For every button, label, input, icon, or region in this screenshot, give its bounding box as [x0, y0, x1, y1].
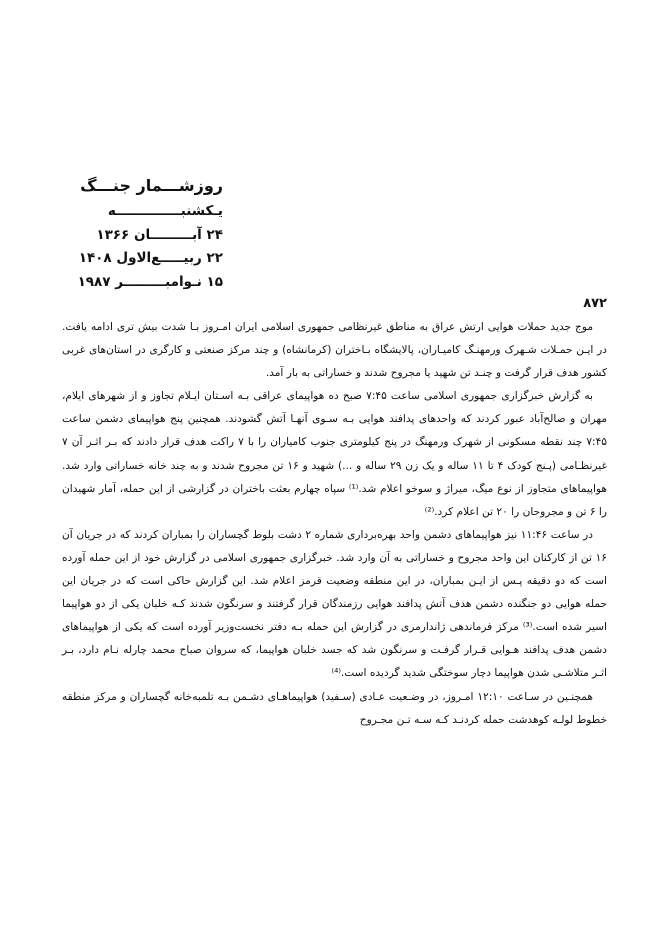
page-title: روزشـــمار جنـــگ — [80, 176, 223, 195]
body-text — [62, 316, 607, 732]
paragraph: به گزارش خبرگزاری جمهوری اسلامی ساعت ۷:۴۵ صبح ده هواپیمای عراقی بـه اسـتان ایـلام تجاوز و از شهرهای ایلام، مهران و صالح‌آباد عبور کردند که واحدهای پدافند هوایی بـه سـوی آنهـا آتش گشودند. همچنین پنج هواپیمای دشمن ساعت ۷:۴۵ چند نقطه مسکونی از شهرک ورمهنگ در پنج کیلومتری جنوب کامیاران را با ۷ راکت هدف قرار دادند که بـر اثـر آن ۷ غیرنظـامی (پـنج کودک ۴ تا ۱۱ ساله و یک زن ۲۹ ساله و ...) شهید و ۱۶ تن مجروح شدند و به چند خانه خساراتی وارد شد. هواپیماهای متجاوز از نوع میگ، میراژ و سوخو اعلام شد.⁽¹⁾ سپاه چهارم بعثت باختران در گزارشی از این حمله، آمار شهیدان را ۶ تن و مجروحان را ۲۰ تن اعلام کرد.⁽²⁾ — [62, 390, 608, 518]
hijri-date: ۲۲ ربیـــــع‌الاول ۱۴۰۸ — [78, 250, 223, 266]
paragraph: همچنـین در سـاعت ۱۲:۱۰ امـروز، در وضـعیت عـادی (سـفید) هواپیماهـای دشـمن بـه تلمبه‌خانه گچساران و مرکز منطقه خطوط لولـه کوهدشت حمله کردنـد کـه سـه تـن مجـروح — [62, 690, 607, 726]
persian-date: ۲۴ آبـــــــــان ۱۳۶۶ — [96, 226, 223, 243]
gregorian-date: ۱۵ نـوامبـــــــــر ۱۹۸۷ — [77, 273, 223, 290]
paragraph: در ساعت ۱۱:۴۶ نیز هواپیماهای دشمن واحد بهره‌برداری شماره ۲ دشت بلوط گچساران را بمباران کردند که در جریان آن ۱۶ تن از کارکنان این واحد مجروح و خساراتی به آن وارد شد. خبرگزاری جمهوری اسلامی در گزارش خود از این حمله آورده است که دو دقیقه پـس از ایـن بمباران، در این منطقه وضعیت قرمز اعلام شد. این گزارش حاکی است که در جریان این حمله هوایی دو جنگنده دشمن هدف آتش پدافند هوایی رزمندگان قرار گرفتند و سرنگون شدند کـه خلبان یکی از دو هواپیما اسیر شده است.⁽³⁾ مرکز فرماندهی ژاندارمری در گزارش این حمله بـه دفتر نخست‌وزیر آورده است که یکی از هواپیماهای دشمن هدف پدافند هـوایی قـرار گرفـت و سرنگون شد که جسد خلبان هواپیما، که سروان صباح محمد چارله نـام دارد، بـر اثـر متلاشـی شدن هواپیما دچار سوختگی شدید گردیده است.⁽⁴⁾ — [62, 528, 607, 680]
entry-number: ۸۷۲ — [583, 296, 607, 311]
date-header — [23, 172, 223, 294]
paragraph: موج جدید حملات هوایی ارتش عراق به مناطق غیرنظامی جمهوری اسلامی ایران امـروز بـا شدت بیش تری ادامه یافت. در ایـن حمـلات شـهرک ورمهنـگ کامیـاران، پالایشگاه بـاختران (کرمانشاه) و چند مرکز صنعتی و کارگری در استان‌های غربی کشور هدف قرار گرفت و چنـد تن شهید یا مجروح شدند و خساراتی به بار آمد. — [62, 321, 607, 380]
weekday-label: یـکشنبــــــــــــــه — [107, 203, 223, 219]
